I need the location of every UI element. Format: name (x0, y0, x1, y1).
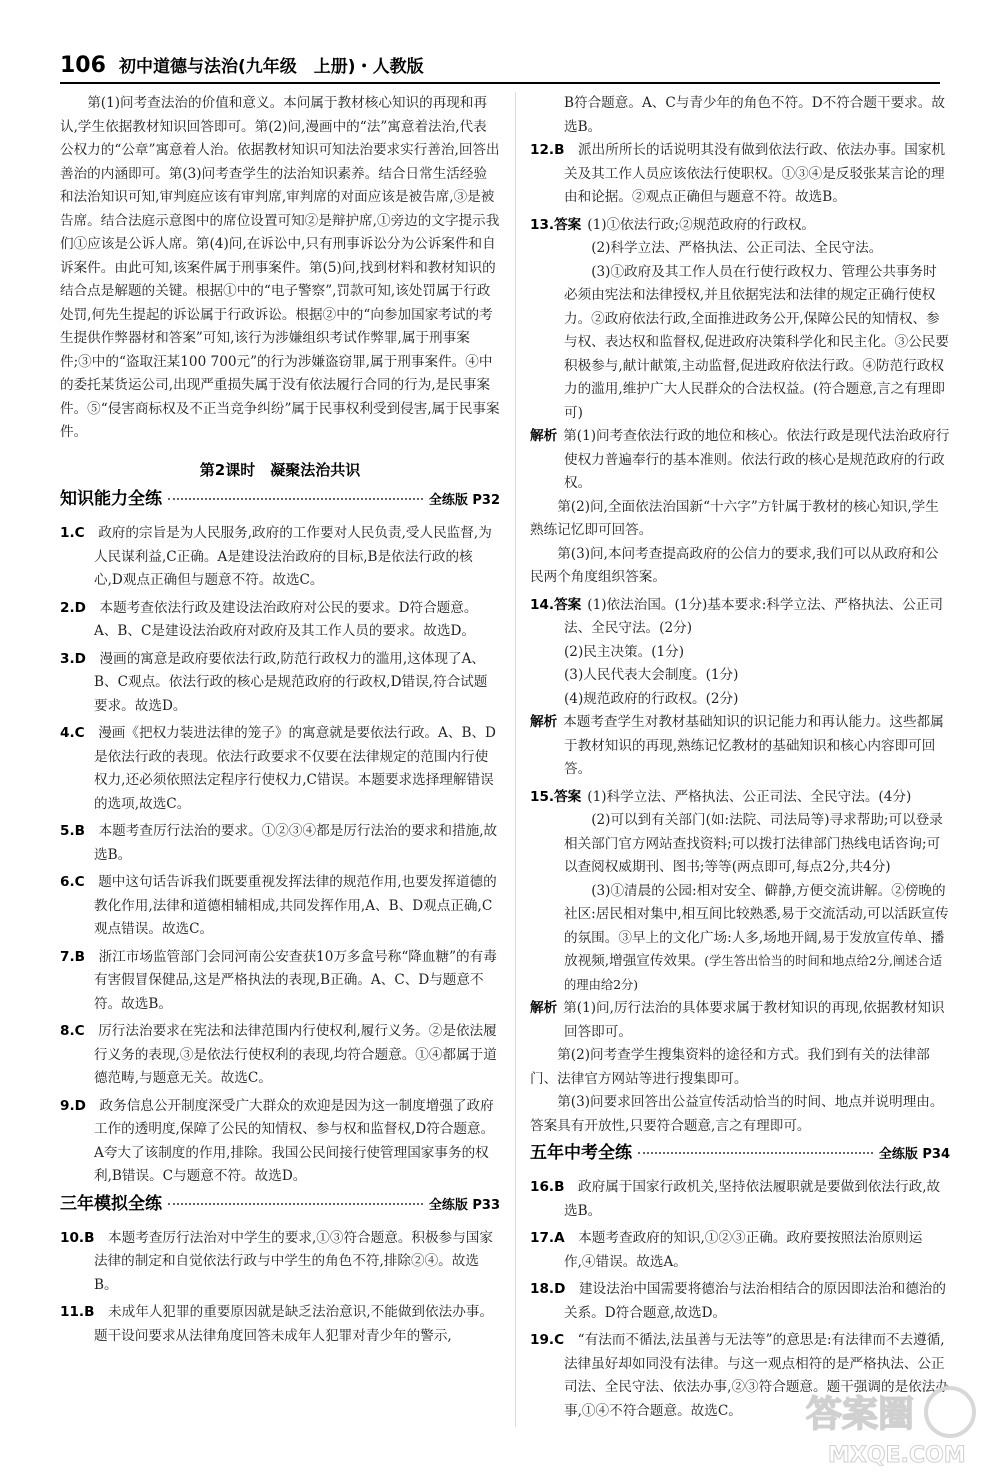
answer-line (530, 880, 950, 998)
item-text: 政府属于国家行政机关,坚持依法履职就是要做到依法行政,故选B。 (564, 1179, 941, 1219)
item-number: 7.B (60, 948, 85, 965)
answer-item (60, 1301, 500, 1348)
answer-line: (3)人民代表大会制度。(1分) (564, 667, 739, 683)
answer-item (60, 1095, 500, 1189)
item-number: 14. (530, 596, 555, 613)
item-number: 4.C (60, 725, 85, 741)
page-number: 106 (60, 53, 106, 78)
item-text: 本题考查厉行法治的要求。①②③④都是厉行法治的要求和措施,故选B。 (94, 823, 498, 863)
section-heading (60, 488, 500, 516)
column-divider (515, 92, 516, 1427)
answer-item (530, 139, 950, 210)
item-text: 浙江市场监管部门会同河南公安查获10万多盒号称“降血糖”的有毒有害假冒保健品,这是严格执法的表现,B正确。A、C、D与题意不符。故选B。 (94, 948, 497, 1012)
answer-text: (1)①依法行政;②规范政府的行政权。 (587, 216, 816, 233)
answer-line (530, 594, 950, 641)
answer-line: (2)可以到有关部门(如:法院、司法局等)寻求帮助;可以登录相关部门官方网站查找资料;可以拨打法律部门热线电话咨询;可以查阅权威期刊、图书;等等(两点即可,每点2分,共4分) (564, 812, 943, 875)
right-column (530, 92, 950, 1427)
answer-tag: 答案 (554, 216, 582, 233)
answer-item (60, 522, 500, 593)
item-number: 1.C (60, 525, 85, 541)
analysis-line (530, 425, 950, 496)
answer-item (60, 1227, 500, 1298)
item-number: 12.B (530, 142, 565, 158)
lesson-title: 第2课时 凝聚法治共识 (199, 460, 361, 479)
watermark-logo-text: 答案圈 (806, 1394, 915, 1435)
answer-item-14 (530, 594, 950, 782)
analysis-line: 第(3)问,本问考查提高政府的公信力的要求,我们可以从政府和公民两个角度组织答案。 (530, 545, 939, 585)
answer-text: (1)科学立法、严格执法、公正司法、全民守法。(4分) (587, 788, 912, 805)
answer-line: (2)民主决策。(1分) (564, 643, 685, 660)
section-leader (638, 1152, 873, 1154)
section-heading (60, 1193, 500, 1221)
answer-item (60, 722, 500, 816)
item-text: “有法而不循法,法虽善与无法等”的意思是:有法律而不去遵循,法律虽好却如同没有法律。与这一观点相符的是严格执法、公正司法、全民守法、依法办事,②③符合题意。题干强调的是依法办事,①④不符合题意。故选C。 (564, 1332, 949, 1419)
item-number: 13. (530, 216, 555, 233)
analysis-tag: 解析 (530, 428, 558, 444)
analysis-line (530, 711, 950, 782)
analysis-tag: 解析 (530, 714, 558, 730)
item-text: 本题考查依法行政及建设法治政府对公民的要求。D符合题意。A、B、C是建设法治政府对政府及其工作人员的要求。故选D。 (94, 599, 478, 639)
answer-line: (3)①政府及其工作人员在行使行政权力、管理公共事务时必须由宪法和法律授权,并且依据宪法和法律的规定正确行使权力。②政府依法行政,全面推进政务公开,保障公民的知情权、参与权、表达权和监督权,促进政府决策科学化和民主化。③公民要积极参与,献计献策,主动监督,促进政府依法行政。④防范行政权力的滥用,维护广大人民群众的合法权益。(符合题意,言之有理即可) (564, 263, 949, 421)
item-number: 8.C (60, 1023, 85, 1039)
analysis-text: 第(1)问,厉行法治的具体要求属于教材知识的再现,依据教材知识回答即可。 (563, 1000, 945, 1040)
item-number: 2.D (60, 599, 86, 616)
answer-item (60, 946, 500, 1017)
continued-text: B符合题意。A、C与青少年的角色不符。D不符合题干要求。故选B。 (564, 95, 945, 135)
analysis-text: 本题考查学生对教材基础知识的识记能力和再认能力。这些都属于教材知识的再现,熟练记忆教材的基础知识和核心内容即可回答。 (563, 714, 944, 777)
item-text: 政务信息公开制度深受广大群众的欢迎是因为这一制度增强了政府工作的透明度,保障了公民的知情权、参与权和监督权,D符合题意。A夸大了该制度的作用,排除。我国公民间接行使管理国家事务的权利,B错误。C与题意不符。故选D。 (94, 1097, 495, 1184)
analysis-paragraph: 第(1)问考查法治的价值和意义。本问属于教材核心知识的再现和再认,学生依据教材知识回答即可。第(2)问,漫画中的“法”寓意着法治,代表公权力的“公章”寓意着人治。依据教材知识可知法治要求实行善治,回答出善治的内涵即可。第(3)问考查学生的法治知识素养。结合日常生活经验和法治知识可知,审判庭应该有审判席,审判席的对面应该是被告席,③是被告席。结合法庭示意图中的席位设置可知②是辩护席,①旁边的文字提示我们①应该是公诉人席。第(4)问,在诉讼中,只有刑事诉讼分为公诉案件和自诉案件。由此可知,该案件属于刑事案件。第(5)问,找到材料和教材知识的结合点是解题的关键。根据①中的“电子警察”,罚款可知,该处罚属于行政处罚,何先生提起的诉讼属于行政诉讼。根据②中的“向参加国家考试的考生提供作弊器材和答案”可知,该行为涉嫌组织考试作弊罪,属于刑事案件;③中的“盗取汪某100 700元”的行为涉嫌盗窃罪,属于刑事案件。④中的委托某货运公司,出现严重损失属于没有依法履行合同的行为,是民事案件。⑤“侵害商标权及不正当竞争纠纷”属于民事权利受到侵害,属于民事案件。 (60, 95, 500, 440)
answer-line (530, 214, 950, 238)
analysis-line: 第(3)问要求回答出公益宣传活动恰当的时间、地点并说明理由。答案具有开放性,只要符合题意,言之有理即可。 (530, 1094, 944, 1134)
page-header (60, 52, 940, 84)
answer-item (60, 648, 500, 719)
answer-item-13 (530, 214, 950, 590)
item-number: 17.A (530, 1230, 565, 1246)
page-title: 初中道德与法治(九年级 上册)・人教版 (119, 57, 424, 77)
item-number: 15. (530, 788, 555, 805)
analysis-tag: 解析 (530, 1000, 558, 1016)
section-name: 五年中考全练 (530, 1143, 632, 1163)
answer-item (530, 1176, 950, 1223)
item-text: 题中这句话告诉我们既要重视发挥法律的规范作用,也要发挥道德的教化作用,法律和道德相辅相成,共同发挥作用,A、B、D观点正确,C观点错误。故选C。 (94, 874, 497, 937)
item-text: 政府的宗旨是为人民服务,政府的工作要对人民负责,受人民监督,为人民谋利益,C正确。A是建设法治政府的目标,B是依法行政的核心,D观点正确但与题意不符。故选C。 (94, 525, 492, 588)
item-number: 9.D (60, 1097, 86, 1114)
analysis-line (530, 997, 950, 1044)
answer-item (60, 597, 500, 644)
section-ref: 全练版 P34 (878, 1147, 950, 1162)
item-text: 本题考查政府的知识,①②③正确。政府要按照法治原则运作,④错误。故选A。 (564, 1230, 923, 1270)
answer-item-15 (530, 786, 950, 1139)
item-number: 19.C (530, 1332, 565, 1348)
item-text: 建设法治中国需要将德治与法治相结合的原因即法治和德治的关系。D符合题意,故选D。 (564, 1281, 946, 1321)
item-text: 未成年人犯罪的重要原因就是缺乏法治意识,不能做到依法办事。题干设问要求从法律角度回答未成年人犯罪对青少年的警示, (94, 1304, 493, 1344)
answer-item (60, 1020, 500, 1091)
analysis-line: 第(2)问,全面依法治国新“十六字”方针属于教材的核心知识,学生熟练记忆即可回答。 (530, 498, 939, 538)
answer-tag: 答案 (554, 596, 582, 613)
answer-item (60, 871, 500, 942)
answer-item (60, 820, 500, 867)
analysis-text: 第(1)问考查依法行政的地位和核心。依法行政是现代法治政府行使权力普遍奉行的基本准则。依法行政的核心是规范政府的行政权。 (563, 428, 950, 491)
answer-line (530, 786, 950, 810)
item-text: 厉行法治要求在宪法和法律范围内行使权利,履行义务。②是依法履行义务的表现,③是依法行使权利的表现,均符合题意。①④都属于道德范畴,与题意无关。故选C。 (94, 1023, 497, 1086)
item-number: 10.B (60, 1229, 95, 1246)
item-number: 6.C (60, 874, 85, 890)
item-text: 派出所所长的话说明其没有做到依法行政、依法办事。国家机关及其工作人员应该依法行使职权。①③④是反驳张某言论的理由和论据。②观点正确但与题意不符。故选B。 (564, 142, 946, 205)
analysis-line: 第(2)问考查学生搜集资料的途径和方式。我们到有关的法律部门、法律官方网站等进行搜集即可。 (530, 1047, 930, 1087)
answer-item (530, 1278, 950, 1325)
item-number: 5.B (60, 823, 85, 839)
item-text: 漫画的寓意是政府要依法行政,防范行政权力的滥用,这体现了A、B、C观点。依法行政的核心是规范政府的行政权,D错误,符合试题要求。故选D。 (94, 650, 488, 714)
item-number: 11.B (60, 1304, 95, 1320)
answer-line: (4)规范政府的行政权。(2分) (564, 690, 739, 707)
answer-text: (1)依法治国。(1分)基本要求:科学立法、严格执法、公正司法、全民守法。(2分) (564, 596, 944, 636)
item-number: 18.D (530, 1281, 566, 1297)
scoring-note: (学生答出恰当的时间和地点给2分,阐述合适的理由给2分) (564, 954, 943, 992)
item-number: 3.D (60, 650, 86, 667)
item-text: 漫画《把权力装进法律的笼子》的寓意就是要依法行政。A、B、D是依法行政的表现。依法行政要求不仅要在法律规定的范围内行使权力,还必须依照法定程序行使权力,C错误。本题要求选择理解错误的选项,故选C。 (94, 725, 496, 812)
watermark-logo (800, 1380, 980, 1470)
section-leader (168, 1203, 423, 1205)
item-text: 本题考查厉行法治对中学生的要求,①③符合题意。积极参与国家法律的制定和自觉依法行政与中学生的角色不符,排除②④。故选B。 (94, 1229, 493, 1293)
answer-text: (3)①清晨的公园:相对安全、僻静,方便交流讲解。②傍晚的社区:居民相对集中,相互间比较熟悉,易于交流活动,可以活跃宣传的氛围。③早上的文化广场:人多,场地开阔,易于发放宣传单、播放视频,增强宣传效果。 (564, 882, 949, 969)
left-column (60, 92, 500, 1352)
section-leader (168, 498, 423, 500)
section-ref: 全练版 P32 (428, 493, 500, 508)
answer-item (530, 1227, 950, 1274)
watermark-url-text: MXQE.COM (828, 1443, 966, 1468)
section-heading (530, 1142, 950, 1170)
section-name: 三年模拟全练 (60, 1193, 162, 1214)
section-ref: 全练版 P33 (428, 1197, 500, 1213)
answer-tag: 答案 (554, 788, 582, 805)
item-number: 16.B (530, 1179, 565, 1195)
answer-line: (2)科学立法、严格执法、公正司法、全民守法。 (591, 240, 883, 256)
section-name: 知识能力全练 (60, 489, 162, 509)
